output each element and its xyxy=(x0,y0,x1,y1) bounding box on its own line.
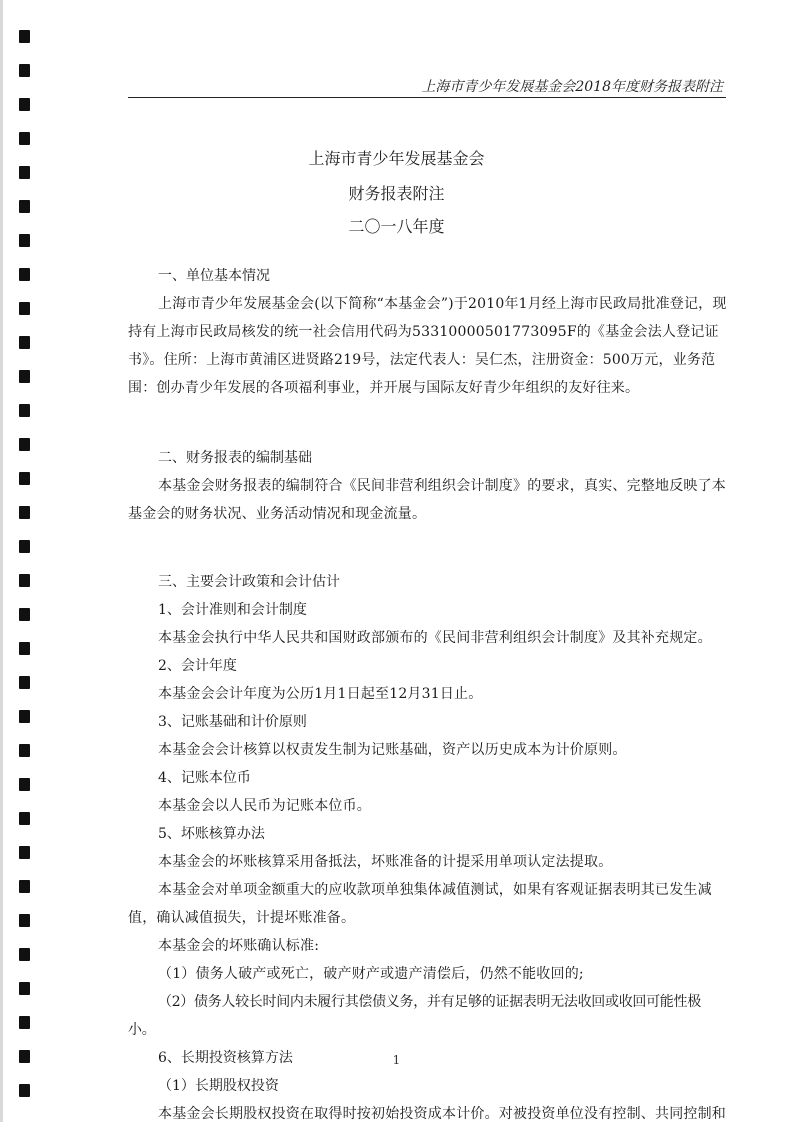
document-body xyxy=(128,262,728,1128)
binding-hole xyxy=(19,608,30,621)
subsection-paragraph: 本基金会会计年度为公历1月1日起至12月31日止。 xyxy=(158,686,483,702)
bad-debt-criterion-2: （2）债务人较长时间内未履行其偿债义务，并有足够的证据表明无法收回或收回可能性极小。 xyxy=(128,994,701,1038)
binding-hole xyxy=(19,710,30,723)
page-number: 1 xyxy=(392,1053,401,1067)
binding-hole xyxy=(19,268,30,281)
subsection-paragraph: 本基金会以人民币为记账本位币。 xyxy=(158,798,371,814)
binding-hole xyxy=(19,336,30,349)
subsection-heading-6: 6、长期投资核算方法 xyxy=(158,1050,293,1066)
binding-hole xyxy=(19,506,30,519)
binding-hole xyxy=(19,812,30,825)
bad-debt-paragraph-1: 本基金会的坏账核算采用备抵法，坏账准备的计提采用单项认定法提取。 xyxy=(158,854,613,870)
binding-hole xyxy=(19,778,30,791)
binding-hole xyxy=(19,370,30,383)
year-title: 二〇一八年度 xyxy=(348,217,445,236)
bad-debt-criterion-1: （1）债务人破产或死亡，破产财产或遗产清偿后，仍然不能收回的; xyxy=(158,966,584,982)
binding-hole xyxy=(19,1084,30,1097)
header-rule xyxy=(128,97,726,98)
running-header: 上海市青少年发展基金会2018年度财务报表附注 xyxy=(421,79,723,95)
binding-hole xyxy=(19,438,30,451)
section-1-paragraph: 上海市青少年发展基金会(以下简称“本基金会”)于2010年1月经上海市民政局批准登记，现持有上海市民政局核发的统一社会信用代码为53310000501773095F的《基金会法人登记证书》。住所：上海市黄浦区进贤路219号，法定代表人：吴仁杰，注册资金：500万元，业务范围：创办青少年发展的各项福利事业，并开展与国际友好青少年组织的友好往来。 xyxy=(128,296,727,396)
binding-hole xyxy=(19,302,30,315)
binding-hole xyxy=(19,982,30,995)
binding-hole xyxy=(19,574,30,587)
binding-hole xyxy=(19,132,30,145)
bad-debt-paragraph-2: 本基金会对单项金额重大的应收款项单独集体减值测试，如果有客观证据表明其已发生减值，确认减值损失，计提坏账准备。 xyxy=(128,882,712,926)
binding-hole xyxy=(19,30,30,43)
long-term-investment-paragraph: 本基金会长期股权投资在取得时按初始投资成本计价。对被投资单位没有控制、共同控制和 xyxy=(158,1106,726,1122)
binding-hole xyxy=(19,914,30,927)
binding-hole xyxy=(19,846,30,859)
doc-title: 财务报表附注 xyxy=(348,184,445,203)
subsection-heading: 3、记账基础和计价原则 xyxy=(158,714,307,730)
sub-subsection-heading: （1）长期股权投资 xyxy=(158,1078,279,1094)
binding-hole xyxy=(19,404,30,417)
subsection-heading-5: 5、坏账核算办法 xyxy=(158,826,265,842)
subsection-paragraph: 本基金会执行中华人民共和国财政部颁布的《民间非营利组织会计制度》及其补充规定。 xyxy=(158,630,712,646)
binding-hole xyxy=(19,472,30,485)
binding-hole xyxy=(19,880,30,893)
binding-hole xyxy=(19,540,30,553)
subsection-paragraph: 本基金会会计核算以权责发生制为记账基础，资产以历史成本为计价原则。 xyxy=(158,742,627,758)
subsection-heading: 2、会计年度 xyxy=(158,658,237,674)
subsection-heading: 4、记账本位币 xyxy=(158,770,251,786)
section-heading-3: 三、主要会计政策和会计估计 xyxy=(158,574,340,590)
binding-hole xyxy=(19,948,30,961)
binding-hole xyxy=(19,1016,30,1029)
section-2-paragraph: 本基金会财务报表的编制符合《民间非营利组织会计制度》的要求，真实、完整地反映了本基金会的财务状况、业务活动情况和现金流量。 xyxy=(128,478,726,522)
org-title: 上海市青少年发展基金会 xyxy=(308,149,485,168)
binding-hole xyxy=(19,98,30,111)
section-heading-2: 二、财务报表的编制基础 xyxy=(158,450,312,466)
binding-hole xyxy=(19,64,30,77)
binding-hole xyxy=(19,642,30,655)
binding-hole xyxy=(19,744,30,757)
subsection-heading: 1、会计准则和会计制度 xyxy=(158,602,307,618)
binding-hole xyxy=(19,676,30,689)
section-heading-1: 一、单位基本情况 xyxy=(158,268,270,284)
bad-debt-criteria-intro: 本基金会的坏账确认标准: xyxy=(158,938,320,954)
